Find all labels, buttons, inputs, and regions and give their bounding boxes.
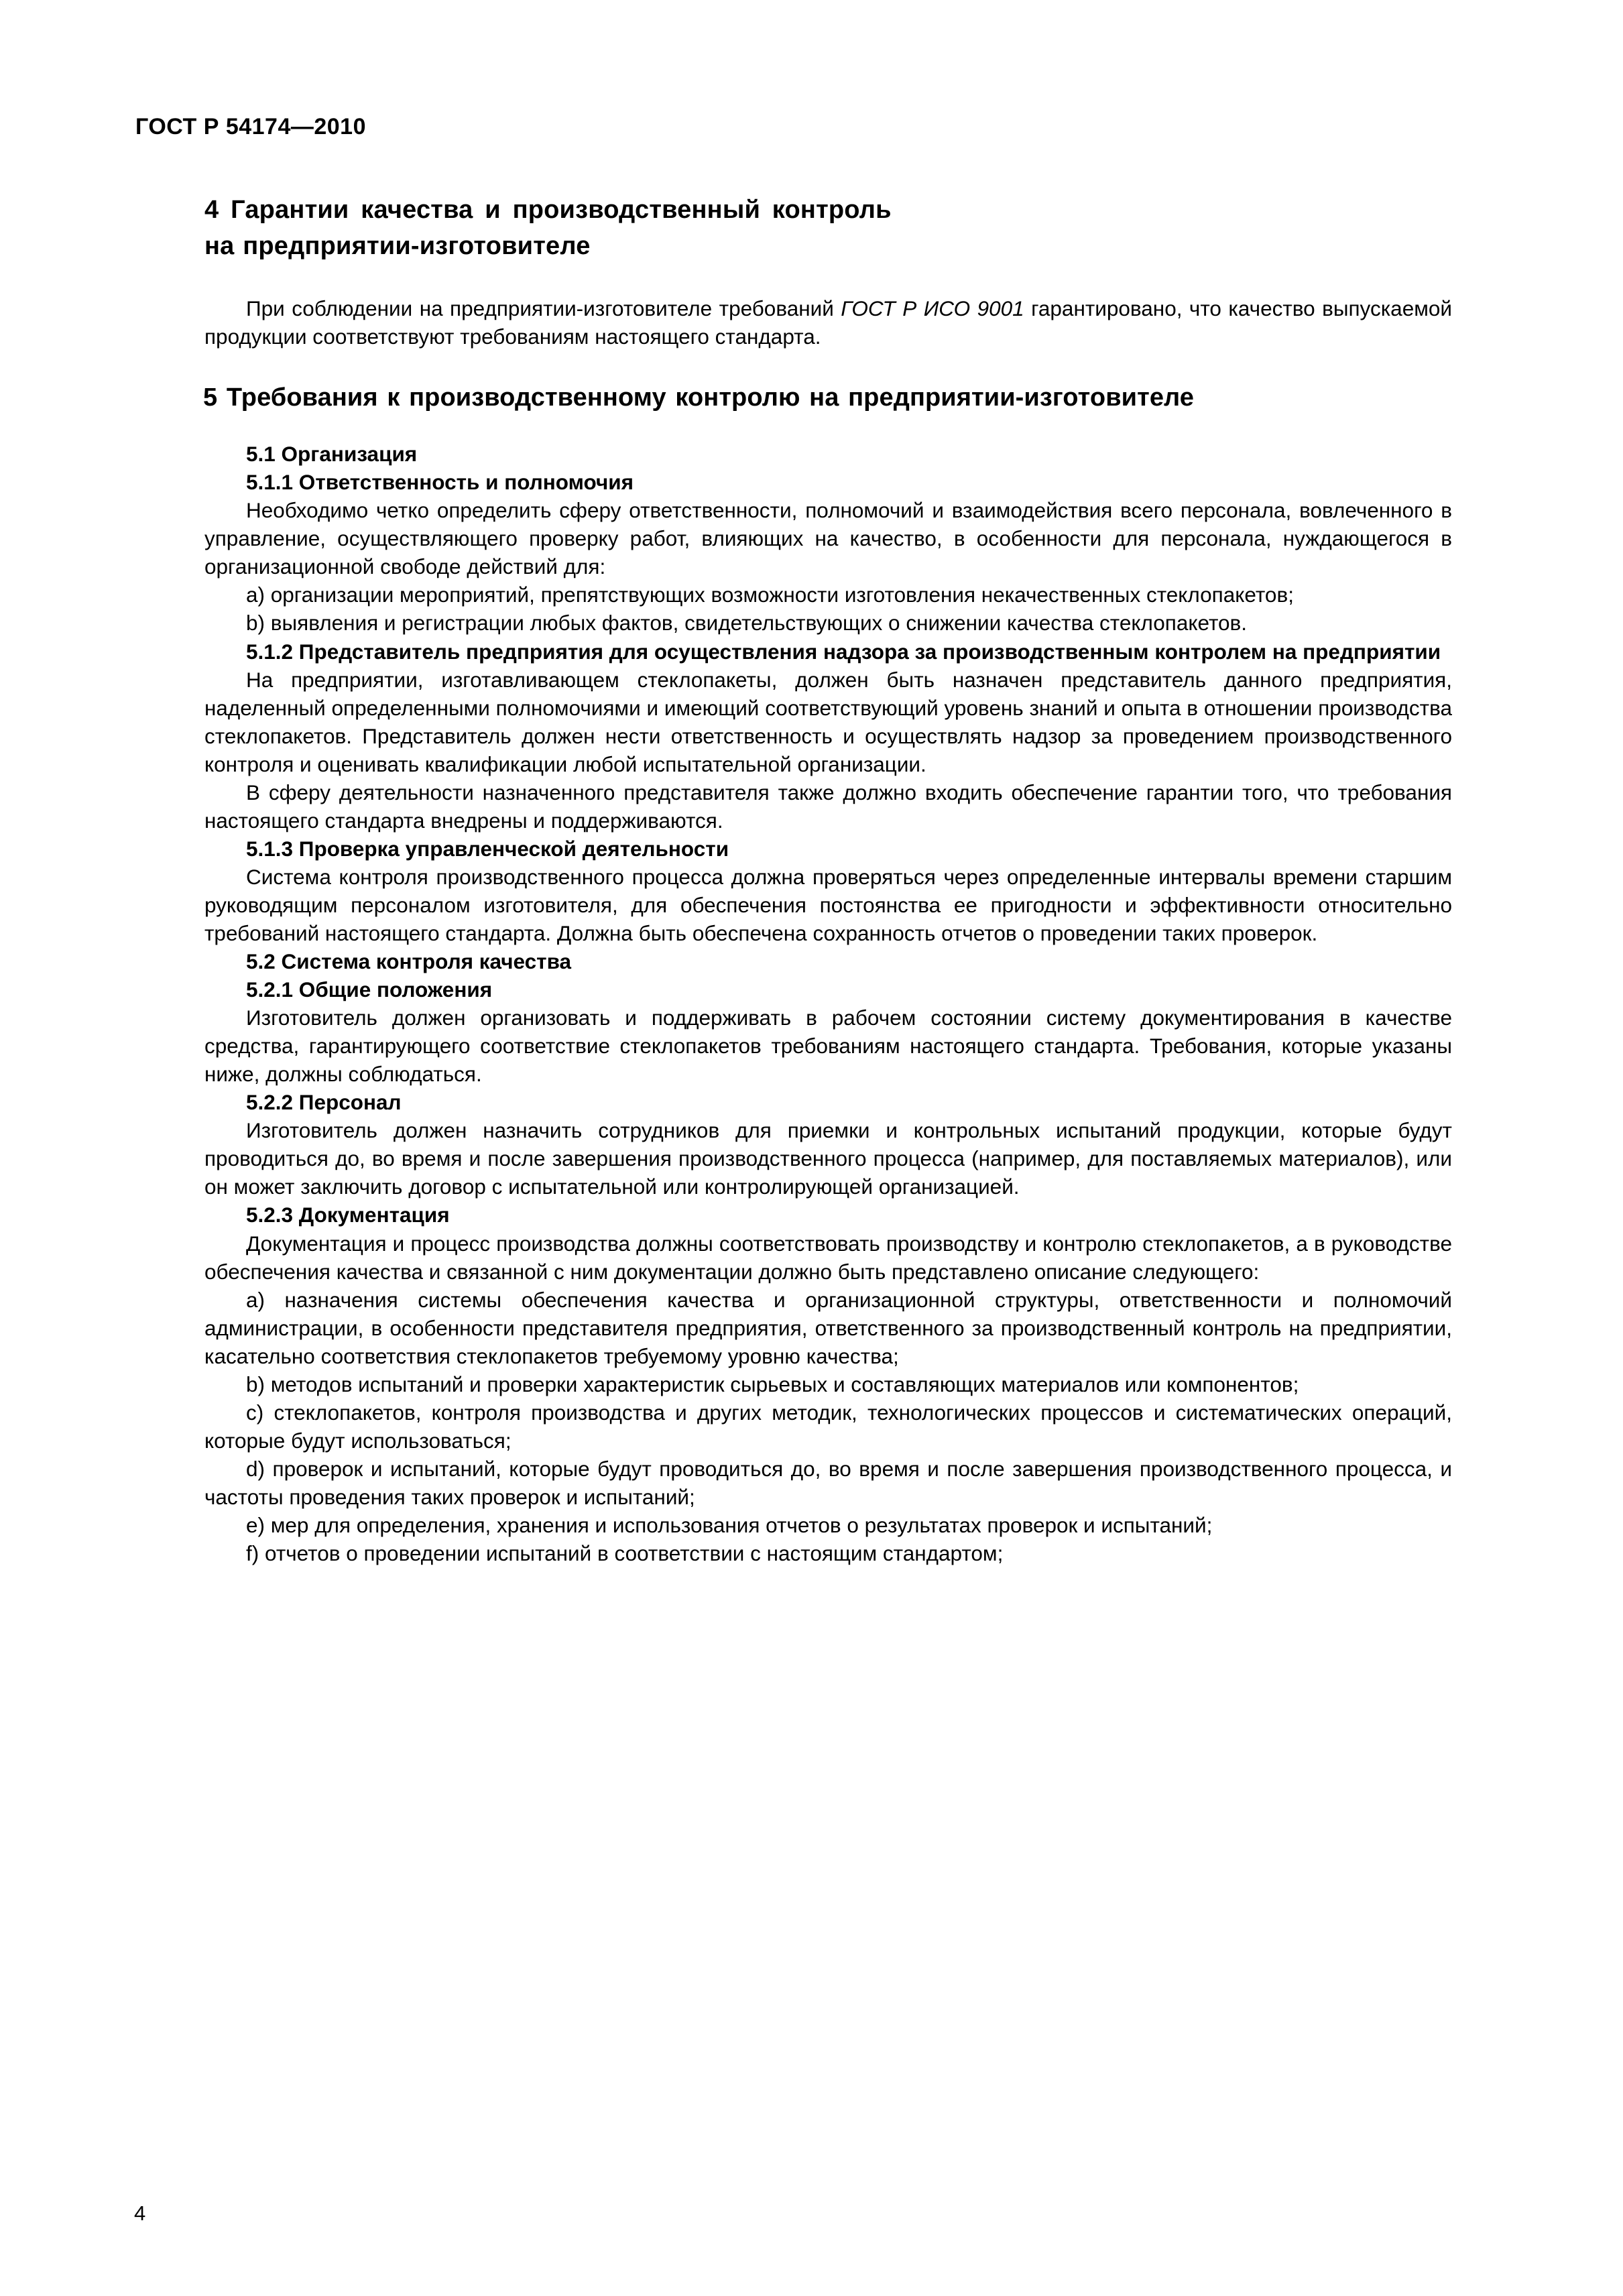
list-item-5-2-3-b: b) методов испытаний и проверки характеристик сырьевых и составляющих материалов или компонентов; [246, 1372, 1299, 1396]
section-4-paragraph [204, 294, 1452, 351]
paragraph-5-1-3: Система контроля производственного процесса должна проверяться через определенные интервалы времени старшим руководящим персоналом изготовителя, для обеспечения постоянства ее пригодности и эффективности относительно требований настоящего стандарта. Должна быть обеспечена сохранность отчетов о проведении таких проверок. [204, 864, 1452, 945]
section-4-title-line-1: 4 Гарантии качества и производственный контроль [204, 196, 892, 224]
section-4-title [204, 192, 1452, 265]
paragraph-5-1-1: Необходимо четко определить сферу ответственности, полномочий и взаимодействия всего персонала, вовлеченного в управление, осуществляющего проверку работ, влияющих на качество, в особенности для персонала, нуждающегося в организационной свободе действий для: [204, 498, 1452, 579]
heading-5-2-1: 5.2.1 Общие положения [246, 977, 493, 1002]
heading-5-1-2: 5.1.2 Представитель предприятия для осуществления надзора за производственным контролем на предприятии [246, 639, 1441, 664]
section-4-paragraph-part-1: При соблюдении на предприятии-изготовителе требований [246, 296, 841, 320]
standard-reference: ГОСТ Р ИСО 9001 [841, 296, 1024, 320]
document-header: ГОСТ Р 54174—2010 [135, 114, 367, 139]
paragraph-5-2-3: Документация и процесс производства должны соответствовать производству и контролю стеклопакетов, а в руководстве обеспечения качества и связанной с ним документации должно быть представлено описание следующего: [204, 1231, 1452, 1284]
list-item-5-1-1-b: b) выявления и регистрации любых фактов, свидетельствующих о снижении качества стеклопакетов. [246, 611, 1248, 636]
list-item-5-1-1-a: a) организации мероприятий, препятствующих возможности изготовления некачественных стеклопакетов; [246, 583, 1294, 607]
document-body [134, 192, 1452, 1567]
heading-5-1: 5.1 Организация [246, 442, 418, 467]
list-item-5-2-3-c: c) стеклопакетов, контроля производства и других методик, технологических процессов и систематических операций, которые будут использоваться; [204, 1400, 1452, 1453]
paragraph-5-2-1: Изготовитель должен организовать и поддерживать в рабочем состоянии систему документирования в качестве средства, гарантирующего соответствие стеклопакетов требованиям настоящего стандарта. Требования, которые указаны ниже, должны соблюдаться. [204, 1006, 1452, 1087]
section-5-title: 5 Требования к производственному контролю на предприятии-изготовителе [203, 383, 1195, 412]
heading-5-2: 5.2 Система контроля качества [246, 949, 572, 974]
list-item-5-2-3-d: d) проверок и испытаний, которые будут проводиться до, во время и после завершения производственного процесса, и частоты проведения таких проверок и испытаний; [204, 1456, 1452, 1509]
paragraph-5-1-2-second: В сферу деятельности назначенного представителя также должно входить обеспечение гарантии того, что требования настоящего стандарта внедрены и поддерживаются. [204, 780, 1452, 833]
paragraph-5-1-2-first: На предприятии, изготавливающем стеклопакеты, должен быть назначен представитель данного предприятия, наделенный определенными полномочиями и имеющий соответствующий уровень знаний и опыта в отношении производства стеклопакетов. Представитель должен нести ответственность и осуществлять надзор за проведением производственного контроля и оценивать квалификации любой испытательной организации. [204, 667, 1452, 776]
list-item-5-2-3-e: e) мер для определения, хранения и использования отчетов о результатах проверок и испытаний; [246, 1512, 1213, 1537]
page-number: 4 [134, 2201, 146, 2225]
section-4-paragraph-part-2: гарантировано, что качество выпускаемой продукции соответствуют требованиям настоящего стандарта. [204, 296, 1452, 349]
section-4-title-line-2: на предприятии-изготовителе [204, 231, 591, 260]
heading-5-2-3: 5.2.3 Документация [246, 1203, 450, 1227]
heading-5-1-3: 5.1.3 Проверка управленческой деятельности [246, 836, 729, 861]
paragraph-5-2-2: Изготовитель должен назначить сотрудников для приемки и контрольных испытаний продукции, которые будут проводиться до, во время и после завершения производственного процесса (например, для поставляемых материалов), или он может заключить договор с испытательной или контролирующей организацией. [204, 1118, 1452, 1199]
heading-5-1-1: 5.1.1 Ответственность и полномочия [246, 470, 634, 495]
heading-5-2-2: 5.2.2 Персонал [246, 1090, 402, 1115]
list-item-5-2-3-a: a) назначения системы обеспечения качества и организационной структуры, ответственности и полномочий администрации, в особенности представителя предприятия, ответственного за производственный контроль на предприятии, касательно соответствия стеклопакетов требуемому уровню качества; [204, 1287, 1452, 1368]
list-item-5-2-3-f: f) отчетов о проведении испытаний в соответствии с настоящим стандартом; [246, 1541, 1004, 1566]
